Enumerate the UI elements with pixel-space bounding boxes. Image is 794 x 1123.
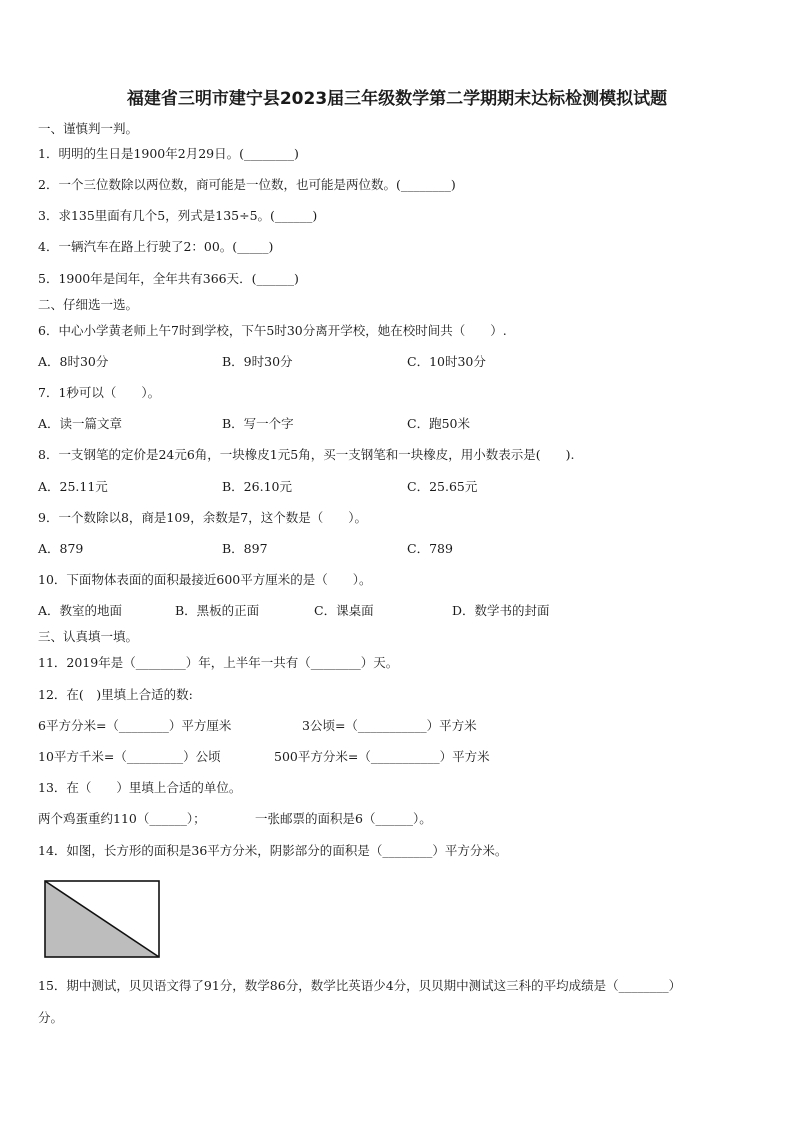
question-13-stem: 13．在（ ）里填上合适的单位。 — [38, 780, 242, 795]
question-10-stem: 10．下面物体表面的面积最接近600平方厘米的是（ ）。 — [38, 572, 372, 587]
question-8-stem: 8．一支钢笔的定价是24元6角，一块橡皮1元5角，买一支钢笔和一块橡皮，用小数表示是( ). — [38, 447, 575, 462]
question-14: 14．如图，长方形的面积是36平方分米，阴影部分的面积是（________）平方分米。 — [38, 843, 508, 858]
question-2: 2．一个三位数除以两位数，商可能是一位数，也可能是两位数。(________) — [38, 177, 456, 192]
question-13-item-2: 一张邮票的面积是6（______）。 — [255, 811, 432, 826]
question-9-stem: 9．一个数除以8，商是109，余数是7，这个数是（ ）。 — [38, 510, 367, 525]
question-8-option-a: A．25.11元 — [38, 479, 108, 494]
question-15-line-1: 15．期中测试，贝贝语文得了91分，数学86分，数学比英语少4分，贝贝期中测试这三科的平均成绩是（________） — [38, 978, 682, 993]
question-12-stem: 12．在( )里填上合适的数: — [38, 687, 193, 702]
question-6-option-a: A．8时30分 — [38, 354, 109, 369]
question-10-option-b: B．黑板的正面 — [175, 603, 260, 618]
question-10-option-d: D．数学书的封面 — [452, 603, 550, 618]
question-12-item-2: 3公顷=（___________）平方米 — [302, 718, 477, 733]
section-heading-1: 一、谨慎判一判。 — [38, 121, 139, 136]
shaded-triangle-diagram — [44, 880, 160, 958]
question-11: 11．2019年是（________）年，上半年一共有（________）天。 — [38, 655, 399, 670]
question-5: 5．1900年是闰年，全年共有366天．(______) — [38, 271, 299, 286]
question-12-item-1: 6平方分米=（________）平方厘米 — [38, 718, 232, 733]
rectangle-figure — [44, 880, 160, 962]
question-10-option-c: C．课桌面 — [314, 603, 374, 618]
question-6-stem: 6．中心小学黄老师上午7时到学校，下午5时30分离开学校，她在校时间共（ ）. — [38, 323, 507, 338]
question-3: 3．求135里面有几个5，列式是135÷5。(______) — [38, 208, 318, 223]
question-12-item-3: 10平方千米=（_________）公顷 — [38, 749, 221, 764]
question-8-option-b: B．26.10元 — [222, 479, 292, 494]
page-title: 福建省三明市建宁县2023届三年级数学第二学期期末达标检测模拟试题 — [126, 89, 668, 109]
section-heading-3: 三、认真填一填。 — [38, 629, 139, 644]
question-8-option-c: C．25.65元 — [407, 479, 478, 494]
question-4: 4．一辆汽车在路上行驶了2：00。(_____) — [38, 239, 274, 254]
question-9-option-b: B．897 — [222, 541, 268, 556]
question-13-item-1: 两个鸡蛋重约110（______）； — [38, 811, 206, 826]
question-15-line-2: 分。 — [38, 1010, 64, 1025]
question-9-option-c: C．789 — [407, 541, 453, 556]
question-12-item-4: 500平方分米=（___________）平方米 — [274, 749, 490, 764]
question-7-option-c: C．跑50米 — [407, 416, 470, 431]
question-9-option-a: A．879 — [38, 541, 84, 556]
question-7-option-a: A．读一篇文章 — [38, 416, 123, 431]
question-6-option-b: B．9时30分 — [222, 354, 293, 369]
question-6-option-c: C．10时30分 — [407, 354, 486, 369]
question-1: 1．明明的生日是1900年2月29日。(________) — [38, 146, 299, 161]
question-7-option-b: B．写一个字 — [222, 416, 294, 431]
question-7-stem: 7．1秒可以（ ）。 — [38, 385, 161, 400]
question-10-option-a: A．教室的地面 — [38, 603, 123, 618]
section-heading-2: 二、仔细选一选。 — [38, 297, 139, 312]
